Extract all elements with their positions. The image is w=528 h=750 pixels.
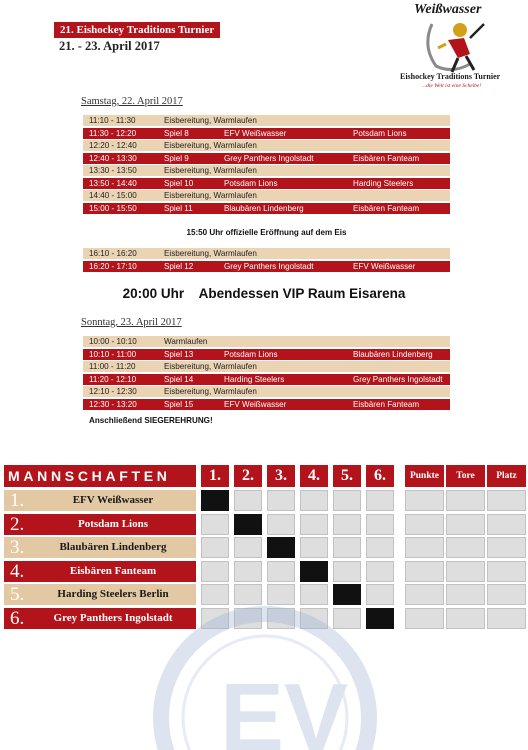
result-cell [300,537,328,558]
team-name: Eisbären Fanteam [69,564,157,577]
schedule-row [83,248,450,259]
stat-cell [487,608,526,629]
stat-column-header: Tore [446,465,485,487]
result-cell [201,561,229,582]
home-team: Grey Panthers Ingolstadt [224,153,314,163]
team-name: EFV Weißwasser [72,494,154,506]
result-cell [300,490,328,511]
award-note-row [83,415,450,428]
stat-cell [446,584,485,605]
slot-time: 12:10 - 12:30 [89,387,137,396]
team-row [4,490,196,511]
slot-description: Eisbereitung, Warmlaufen [164,166,257,175]
result-cell [201,514,229,535]
game-column-header: 1. [201,465,229,487]
slot-description: Eisbereitung, Warmlaufen [164,387,257,396]
logo-subtitle: Eishockey Traditions Turnier [400,72,501,81]
stat-cell [405,514,444,535]
sunday-schedule [83,336,450,411]
blocked-cell [234,514,262,535]
result-cell [366,514,394,535]
stat-cell [487,584,526,605]
saturday-schedule [83,115,450,215]
slot-time: 11:10 - 11:30 [89,116,136,125]
away-team: Blaubären Lindenberg [353,349,433,359]
team-rank: 5. [10,584,25,605]
stat-cell [487,490,526,511]
result-cell [201,537,229,558]
team-rank: 6. [10,607,25,629]
slot-description: Eisbereitung, Warmlaufen [164,116,257,125]
slot-description: Spiel 14 [164,374,194,384]
saturday-schedule-evening [83,248,450,273]
hockey-player-icon [418,18,494,74]
award-note: Anschließend SIEGEREHRUNG! [89,416,213,425]
slot-time: 13:30 - 13:50 [89,166,137,175]
stat-cell [405,490,444,511]
result-cell [234,537,262,558]
schedule-row [83,115,450,126]
tournament-logo [392,2,524,98]
result-cell [333,561,361,582]
club-watermark-icon [150,600,380,750]
game-column-header: 4. [300,465,328,487]
slot-description: Warmlaufen [164,337,208,346]
result-cell [267,561,295,582]
schedule-row [83,203,450,214]
slot-description: Spiel 12 [164,261,194,271]
teams-header: MANNSCHAFTEN [4,465,196,487]
slot-time: 12:30 - 13:20 [89,399,137,409]
stat-column-header: Platz [487,465,526,487]
schedule-row [83,386,450,397]
team-row [4,514,196,535]
slot-description: Eisbereitung, Warmlaufen [164,362,257,371]
stat-cell [487,514,526,535]
team-name: Grey Panthers Ingolstadt [53,611,173,624]
slot-time: 11:00 - 11:20 [89,362,136,371]
team-name: Blaubären Lindenberg [59,541,167,553]
blocked-cell [300,561,328,582]
away-team: EFV Weißwasser [353,261,416,271]
result-cell [234,490,262,511]
slot-time: 15:00 - 15:50 [89,203,137,213]
slot-time: 10:00 - 10:10 [89,337,137,346]
home-team: Harding Steelers [224,374,285,384]
stat-column-header: Punkte [405,465,444,487]
logo-slogan: ...die Welt ist eine Scheibe! [422,83,482,89]
home-team: Grey Panthers Ingolstadt [224,261,314,271]
tournament-dates: 21. - 23. April 2017 [59,39,160,53]
team-rank: 3. [10,537,25,558]
home-team: Potsdam Lions [224,178,278,188]
stat-cell [405,561,444,582]
schedule-row [83,165,450,176]
slot-description: Spiel 8 [164,128,189,138]
result-cell [366,537,394,558]
blocked-cell [267,537,295,558]
home-team: EFV Weißwasser [224,399,287,409]
stat-cell [487,561,526,582]
team-name: Potsdam Lions [78,517,148,530]
result-cell [366,490,394,511]
slot-time: 11:20 - 12:10 [89,374,137,384]
team-row [4,537,196,558]
slot-description: Eisbereitung, Warmlaufen [164,141,257,150]
logo-wordmark: Weißwasser [414,2,482,17]
schedule-row [83,261,450,272]
opening-note: 15:50 Uhr offizielle Eröffnung auf dem Eis [186,228,347,237]
result-cell [333,490,361,511]
slot-description: Eisbereitung, Warmlaufen [164,249,257,258]
away-team: Grey Panthers Ingolstadt [353,374,443,384]
result-cell [267,490,295,511]
schedule-row [83,399,450,410]
stat-cell [405,608,444,629]
stat-cell [446,608,485,629]
game-column-header: 2. [234,465,262,487]
slot-description: Eisbereitung, Warmlaufen [164,191,257,200]
away-team: Harding Steelers [353,178,414,188]
slot-description: Spiel 13 [164,349,194,359]
slot-time: 12:20 - 12:40 [89,141,137,150]
schedule-row [83,336,450,347]
schedule-row [83,361,450,372]
team-name: Harding Steelers Berlin [57,588,169,600]
team-rank: 2. [10,513,25,535]
away-team: Eisbären Fanteam [353,203,420,213]
sunday-heading: Sonntag, 23. April 2017 [81,317,182,328]
game-column-header: 3. [267,465,295,487]
stat-cell [487,537,526,558]
schedule-row [83,190,450,201]
result-cell [300,514,328,535]
slot-time: 14:40 - 15:00 [89,191,137,200]
home-team: Potsdam Lions [224,349,278,359]
schedule-row [83,153,450,164]
saturday-heading: Samstag, 22. April 2017 [81,96,183,107]
game-column-header: 6. [366,465,394,487]
schedule-row [83,349,450,360]
dinner-announcement: 20:00 Uhr Abendessen VIP Raum Eisarena [122,286,406,301]
schedule-row [83,374,450,385]
home-team: EFV Weißwasser [224,128,287,138]
stat-cell [405,584,444,605]
result-cell [333,514,361,535]
schedule-row [83,140,450,151]
result-cell [366,561,394,582]
slot-time: 10:10 - 11:00 [89,349,137,359]
result-cell [234,561,262,582]
slot-description: Spiel 10 [164,178,194,188]
away-team: Eisbären Fanteam [353,399,420,409]
slot-time: 16:10 - 16:20 [89,249,137,258]
stat-cell [446,561,485,582]
stat-cell [405,537,444,558]
slot-time: 11:30 - 12:20 [89,128,137,138]
team-row [4,561,196,582]
slot-description: Spiel 11 [164,203,193,213]
slot-description: Spiel 15 [164,399,194,409]
team-rank: 4. [10,560,25,582]
schedule-row [83,128,450,139]
stat-cell [446,537,485,558]
result-cell [333,537,361,558]
away-team: Eisbären Fanteam [353,153,420,163]
stat-cell [446,514,485,535]
slot-description: Spiel 9 [164,153,189,163]
opening-note-row [83,227,450,240]
slot-time: 16:20 - 17:10 [89,261,137,271]
blocked-cell [201,490,229,511]
tournament-title: 21. Eishockey Traditions Turnier [54,22,220,38]
game-column-header: 5. [333,465,361,487]
svg-text:EV: EV [220,664,349,750]
slot-time: 12:40 - 13:30 [89,153,137,163]
slot-time: 13:50 - 14:40 [89,178,137,188]
result-cell [267,514,295,535]
away-team: Potsdam Lions [353,128,407,138]
home-team: Blaubären Lindenberg [224,203,304,213]
schedule-row [83,178,450,189]
stat-cell [446,490,485,511]
team-rank: 1. [10,490,25,511]
